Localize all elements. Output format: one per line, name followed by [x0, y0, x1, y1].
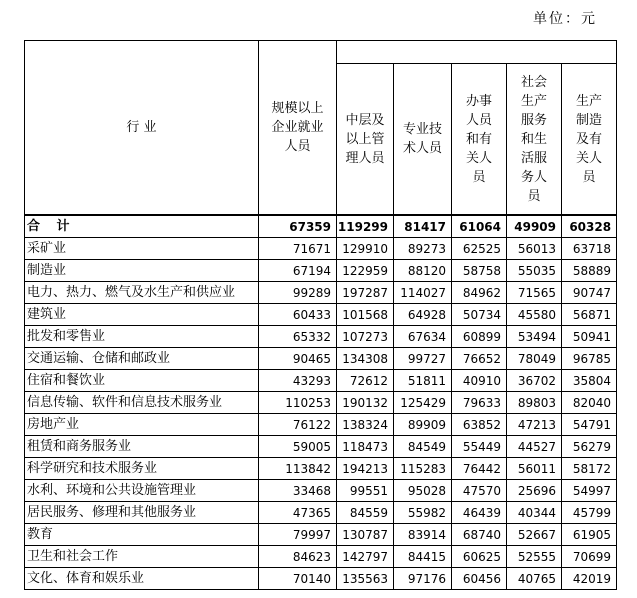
value-cell: 89909 [394, 414, 452, 436]
industry-cell: 水利、环境和公共设施管理业 [25, 480, 259, 502]
value-cell: 130787 [337, 524, 394, 546]
header-large-enterprise: 规模以上企业就业人员 [259, 41, 337, 216]
value-cell: 54997 [562, 480, 617, 502]
value-cell: 61905 [562, 524, 617, 546]
value-cell: 25696 [507, 480, 562, 502]
industry-cell: 制造业 [25, 260, 259, 282]
table-row [25, 568, 617, 590]
value-cell: 62525 [452, 238, 507, 260]
value-cell: 58758 [452, 260, 507, 282]
value-cell: 76442 [452, 458, 507, 480]
value-cell: 84415 [394, 546, 452, 568]
value-cell: 110253 [259, 392, 337, 414]
value-cell: 50734 [452, 304, 507, 326]
value-cell: 82040 [562, 392, 617, 414]
value-cell: 78049 [507, 348, 562, 370]
value-cell: 135563 [337, 568, 394, 590]
value-cell: 33468 [259, 480, 337, 502]
value-cell: 90747 [562, 282, 617, 304]
value-cell: 83914 [394, 524, 452, 546]
header-occupation-group [337, 41, 617, 64]
value-cell: 89803 [507, 392, 562, 414]
industry-cell: 文化、体育和娱乐业 [25, 568, 259, 590]
value-cell: 138324 [337, 414, 394, 436]
value-cell: 79997 [259, 524, 337, 546]
value-cell: 84559 [337, 502, 394, 524]
table-row [25, 370, 617, 392]
value-cell: 61064 [452, 215, 507, 238]
industry-cell: 电力、热力、燃气及水生产和供应业 [25, 282, 259, 304]
value-cell: 44527 [507, 436, 562, 458]
value-cell: 114027 [394, 282, 452, 304]
value-cell: 84549 [394, 436, 452, 458]
industry-cell: 采矿业 [25, 238, 259, 260]
industry-cell: 租赁和商务服务业 [25, 436, 259, 458]
value-cell: 42019 [562, 568, 617, 590]
value-cell: 76122 [259, 414, 337, 436]
value-cell: 58889 [562, 260, 617, 282]
value-cell: 58172 [562, 458, 617, 480]
table-row [25, 304, 617, 326]
value-cell: 35804 [562, 370, 617, 392]
value-cell: 101568 [337, 304, 394, 326]
value-cell: 67194 [259, 260, 337, 282]
value-cell: 40910 [452, 370, 507, 392]
value-cell: 63718 [562, 238, 617, 260]
value-cell: 90465 [259, 348, 337, 370]
value-cell: 97176 [394, 568, 452, 590]
value-cell: 70140 [259, 568, 337, 590]
table-row [25, 260, 617, 282]
value-cell: 64928 [394, 304, 452, 326]
industry-cell: 居民服务、修理和其他服务业 [25, 502, 259, 524]
industry-cell: 交通运输、仓储和邮政业 [25, 348, 259, 370]
value-cell: 56279 [562, 436, 617, 458]
value-cell: 45799 [562, 502, 617, 524]
value-cell: 89273 [394, 238, 452, 260]
value-cell: 142797 [337, 546, 394, 568]
header-production: 生产制造及有关人员 [562, 64, 617, 216]
value-cell: 197287 [337, 282, 394, 304]
industry-cell: 房地产业 [25, 414, 259, 436]
table-row [25, 480, 617, 502]
wage-table [24, 40, 617, 590]
value-cell: 190132 [337, 392, 394, 414]
value-cell: 115283 [394, 458, 452, 480]
value-cell: 52555 [507, 546, 562, 568]
value-cell: 67359 [259, 215, 337, 238]
value-cell: 129910 [337, 238, 394, 260]
table-row [25, 238, 617, 260]
value-cell: 56013 [507, 238, 562, 260]
value-cell: 84962 [452, 282, 507, 304]
value-cell: 47365 [259, 502, 337, 524]
value-cell: 99727 [394, 348, 452, 370]
table-row [25, 326, 617, 348]
value-cell: 76652 [452, 348, 507, 370]
value-cell: 55035 [507, 260, 562, 282]
industry-cell: 批发和零售业 [25, 326, 259, 348]
table-body [25, 215, 617, 590]
value-cell: 118473 [337, 436, 394, 458]
table-row [25, 414, 617, 436]
industry-cell: 建筑业 [25, 304, 259, 326]
table-row [25, 524, 617, 546]
value-cell: 56871 [562, 304, 617, 326]
value-cell: 52667 [507, 524, 562, 546]
value-cell: 45580 [507, 304, 562, 326]
industry-cell: 住宿和餐饮业 [25, 370, 259, 392]
value-cell: 54791 [562, 414, 617, 436]
value-cell: 88120 [394, 260, 452, 282]
value-cell: 95028 [394, 480, 452, 502]
value-cell: 107273 [337, 326, 394, 348]
value-cell: 119299 [337, 215, 394, 238]
value-cell: 71565 [507, 282, 562, 304]
value-cell: 99289 [259, 282, 337, 304]
value-cell: 56011 [507, 458, 562, 480]
industry-cell: 教育 [25, 524, 259, 546]
value-cell: 68740 [452, 524, 507, 546]
value-cell: 50941 [562, 326, 617, 348]
header-clerks: 办事人员和有关人员 [452, 64, 507, 216]
value-cell: 67634 [394, 326, 452, 348]
value-cell: 84623 [259, 546, 337, 568]
industry-cell: 卫生和社会工作 [25, 546, 259, 568]
value-cell: 46439 [452, 502, 507, 524]
value-cell: 60625 [452, 546, 507, 568]
value-cell: 134308 [337, 348, 394, 370]
value-cell: 63852 [452, 414, 507, 436]
table-row [25, 458, 617, 480]
industry-cell: 信息传输、软件和信息技术服务业 [25, 392, 259, 414]
value-cell: 79633 [452, 392, 507, 414]
value-cell: 47570 [452, 480, 507, 502]
value-cell: 53494 [507, 326, 562, 348]
value-cell: 55982 [394, 502, 452, 524]
header-managers: 中层及以上管理人员 [337, 64, 394, 216]
value-cell: 36702 [507, 370, 562, 392]
total-row [25, 215, 617, 238]
table-row [25, 546, 617, 568]
value-cell: 60899 [452, 326, 507, 348]
table-row [25, 502, 617, 524]
value-cell: 60456 [452, 568, 507, 590]
table-row [25, 348, 617, 370]
value-cell: 71671 [259, 238, 337, 260]
header-professionals: 专业技术人员 [394, 64, 452, 216]
value-cell: 194213 [337, 458, 394, 480]
value-cell: 51811 [394, 370, 452, 392]
header-industry: 行 业 [25, 41, 259, 216]
value-cell: 81417 [394, 215, 452, 238]
value-cell: 60433 [259, 304, 337, 326]
table-row [25, 392, 617, 414]
value-cell: 96785 [562, 348, 617, 370]
value-cell: 47213 [507, 414, 562, 436]
value-cell: 59005 [259, 436, 337, 458]
unit-label: 单位：元 [533, 11, 597, 27]
value-cell: 55449 [452, 436, 507, 458]
value-cell: 113842 [259, 458, 337, 480]
value-cell: 40344 [507, 502, 562, 524]
value-cell: 43293 [259, 370, 337, 392]
table-row [25, 436, 617, 458]
value-cell: 65332 [259, 326, 337, 348]
industry-cell: 合 计 [25, 215, 259, 238]
industry-cell: 科学研究和技术服务业 [25, 458, 259, 480]
value-cell: 125429 [394, 392, 452, 414]
value-cell: 40765 [507, 568, 562, 590]
value-cell: 72612 [337, 370, 394, 392]
value-cell: 60328 [562, 215, 617, 238]
value-cell: 99551 [337, 480, 394, 502]
table-row [25, 282, 617, 304]
table-header [25, 41, 617, 216]
value-cell: 49909 [507, 215, 562, 238]
header-service: 社会生产服务和生活服务人员 [507, 64, 562, 216]
value-cell: 122959 [337, 260, 394, 282]
value-cell: 70699 [562, 546, 617, 568]
